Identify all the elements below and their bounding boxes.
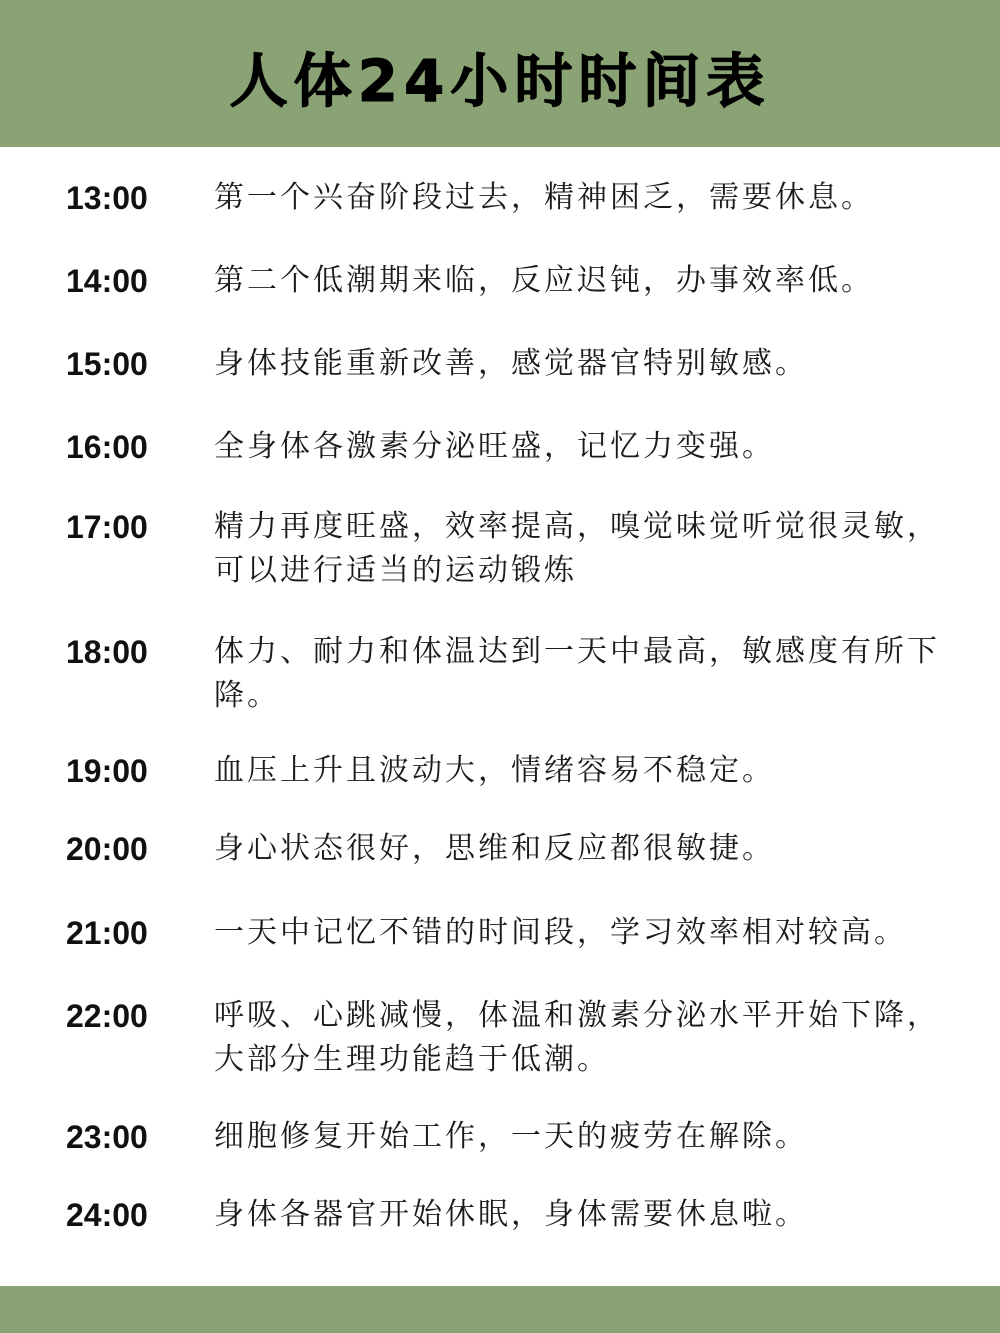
time-description: 身体各器官开始休眠，身体需要休息啦。 [214, 1197, 808, 1232]
footer-band [0, 1286, 1000, 1333]
time-description: 呼吸、心跳减慢，体温和激素分泌水平开始下降，大部分生理功能趋于低潮。 [214, 998, 940, 1077]
time-label: 17:00 [66, 509, 148, 545]
time-description: 身心状态很好，思维和反应都很敏捷。 [214, 831, 775, 866]
time-label: 14:00 [66, 263, 148, 299]
time-label: 20:00 [66, 831, 148, 867]
page-title: 人体24小时时间表 [229, 47, 771, 115]
time-description: 第二个低潮期来临，反应迟钝，办事效率低。 [214, 263, 874, 298]
time-label: 15:00 [66, 346, 148, 382]
time-label: 18:00 [66, 634, 148, 670]
header-banner [0, 0, 1000, 147]
time-label: 23:00 [66, 1119, 148, 1155]
time-description: 一天中记忆不错的时间段，学习效率相对较高。 [214, 915, 907, 950]
time-description: 血压上升且波动大，情绪容易不稳定。 [214, 753, 775, 788]
time-label: 13:00 [66, 180, 148, 216]
time-label: 24:00 [66, 1197, 148, 1233]
time-description: 精力再度旺盛，效率提高，嗅觉味觉听觉很灵敏，可以进行适当的运动锻炼 [214, 509, 940, 588]
time-label: 22:00 [66, 998, 148, 1034]
time-label: 21:00 [66, 915, 148, 951]
time-description: 第一个兴奋阶段过去，精神困乏，需要休息。 [214, 180, 874, 215]
time-label: 16:00 [66, 429, 148, 465]
time-description: 全身体各激素分泌旺盛，记忆力变强。 [214, 429, 775, 464]
time-label: 19:00 [66, 753, 148, 789]
time-description: 体力、耐力和体温达到一天中最高，敏感度有所下降。 [214, 634, 940, 713]
time-description: 身体技能重新改善，感觉器官特别敏感。 [214, 346, 808, 381]
time-description: 细胞修复开始工作，一天的疲劳在解除。 [214, 1119, 808, 1154]
